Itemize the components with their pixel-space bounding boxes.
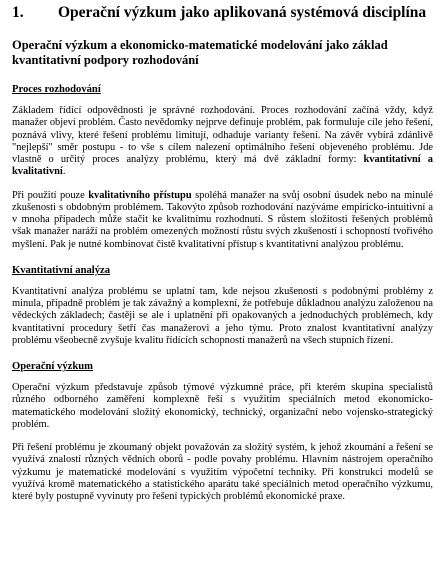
paragraph-text: spoléhá manažer na svůj osobní úsudek nebo na minulé zkušenosti s obdobným problémem. Takovýto způsob rozhodování nazýváme empiricko-intuitivní a v mnoha případech může stačit ke kvalitnímu rozhodnutí. S růstem složitosti řešených problémů však manažer naráží na problém omezených možností růstu svých zkušeností i schopností tvořivého myšlení. Pak je nutné kombinovat čistě kvalitativní přístup s kvantitativní analýzou problému. <box>12 189 433 250</box>
paragraph-text: Při použití pouze <box>12 189 89 201</box>
subsection-title-proces: Proces rozhodování <box>12 84 101 96</box>
chapter-heading <box>12 4 433 22</box>
paragraph-operacni-2: Při řešení problému je zkoumaný objekt považován za složitý systém, k jehož zkoumání a řešení se využívá znalostí různých vědních oborů - podle povahy problému. Hlavním nástrojem operačního výzkumu je matematické modelování s využitím výpočetní techniky. Při konstrukci modelů se využívá kromě matematického a statistického aparátu také speciálních metod operačního výzkumu, které byly postupně vyvinuty pro řešení typických problémů ekonomické praxe. <box>12 442 433 503</box>
paragraph-text: . <box>62 166 66 178</box>
paragraph-text: Základem řídící odpovědnosti je správné rozhodování. Proces rozhodování začíná vždy, když manažer objeví problém. Často nevědomky nejprve definuje problém, pak formuluje cíle jeho řešení, poznává vlivy, které řešení problému limitují, odhaduje varianty řešení. Na závěr vybírá zdánlivě "nejlepší" směr postupu - to vše s cílem nalezení optimálního řešení objeveného problému. Jde vlastně o určitý proces analýzy problému, který má dvě základní formy: <box>12 105 433 166</box>
paragraph-operacni-1: Operační výzkum představuje způsob týmové výzkumné práce, při kterém skupina specialistů různého odborného zaměření komplexně řeší s využitím speciálních metod ekonomicko-matematického modelování složitý ekonomický, technický, organizační nebo vojensko-strategický problém. <box>12 382 433 430</box>
subsection-title-operacni: Operační výzkum <box>12 361 93 373</box>
chapter-number: 1. <box>12 4 24 21</box>
paragraph-kvantitativni-1: Kvantitativní analýza problému se uplatní tam, kde nejsou zkušenosti s podobnými problémy z minula, případně problém je tak závažný a komplexní, že potřebuje důkladnou analýzu založenou na vědeckých základech; častěji se ale i uplatnění při opakovaných a jednoduchých problémech, kdy kvantitativní procedury šetří čas manažerovi a jeho týmu. Proto znalost kvantitativní analýzy problému všeobecně zvyšuje kvalitu řídících schopností manažerů na všech stupních řízení. <box>12 285 433 346</box>
paragraph-proces-1 <box>12 105 433 179</box>
subsection-title-kvantitativni: Kvantitativní analýza <box>12 264 110 276</box>
paragraph-proces-2 <box>12 190 433 251</box>
chapter-title: Operační výzkum jako aplikovaná systémová disciplína <box>58 4 427 21</box>
section-subheading: Operační výzkum a ekonomicko-matematické modelování jako základ kvantitativní podpory rozhodování <box>12 38 388 67</box>
bold-term: kvalitativního přístupu <box>88 189 192 201</box>
bold-term: kvantitativní a kvalitativní <box>12 154 434 178</box>
